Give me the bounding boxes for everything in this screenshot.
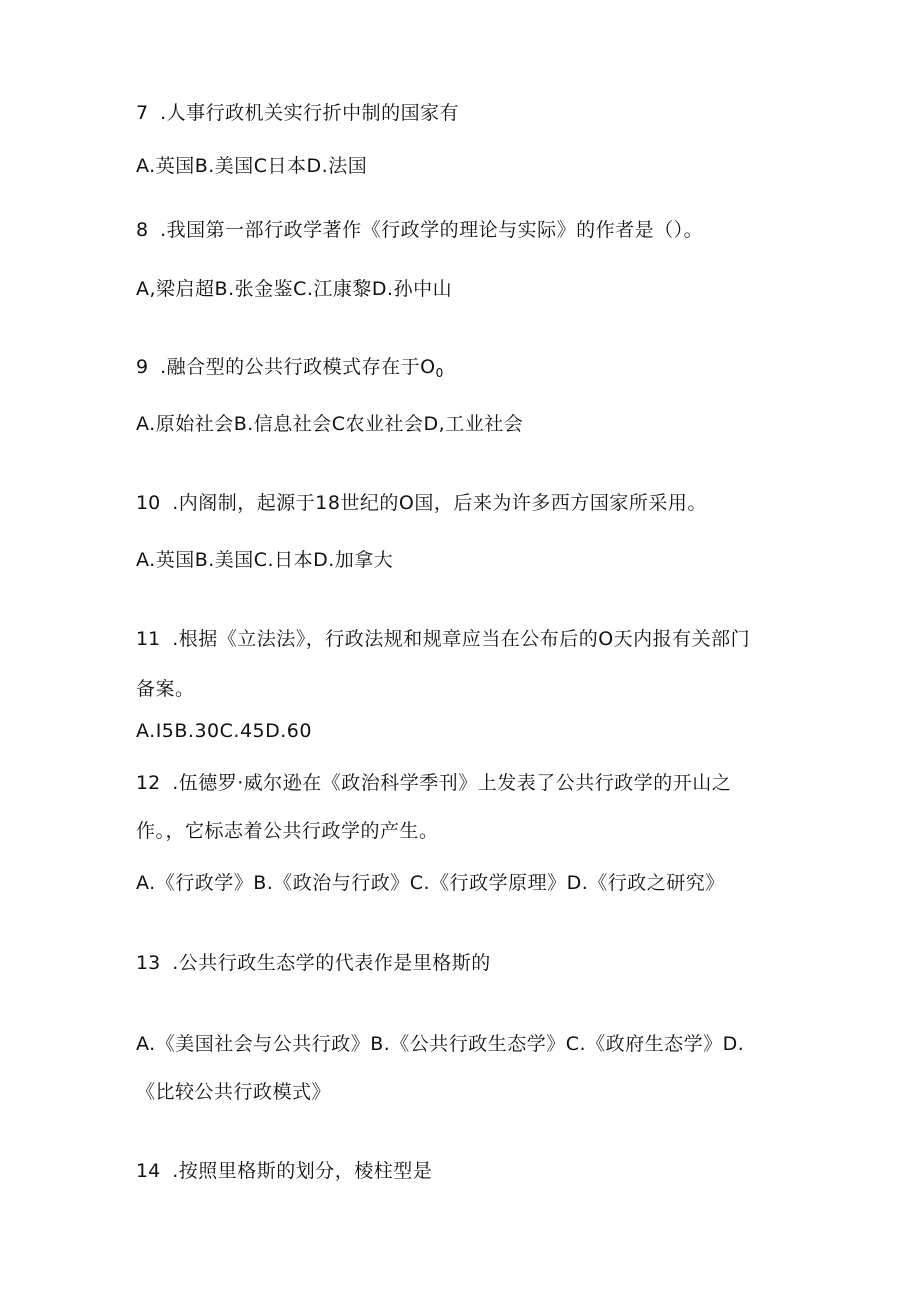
question-13-stem [136, 951, 491, 975]
question-11-options: A.I5B.30C.45D.60 [136, 720, 312, 742]
question-13-options-continuation: 《比较公共行政模式》 [136, 1081, 332, 1103]
question-8-stem [136, 218, 703, 242]
question-text: .内阁制，起源于18世纪的O国，后来为许多西方国家所采用。 [172, 492, 707, 514]
question-number: 7 [136, 102, 149, 124]
question-14-stem [136, 1159, 432, 1183]
question-7-options: A.英国B.美国C日本D.法国 [136, 155, 368, 177]
question-text: .公共行政生态学的代表作是里格斯的 [172, 952, 491, 974]
question-text: .人事行政机关实行折中制的国家有 [160, 102, 460, 124]
question-number: 13 [136, 952, 161, 974]
question-11-stem-continuation: 备案。 [136, 678, 195, 700]
question-text: .伍德罗·威尔逊在《政治科学季刊》上发表了公共行政学的开山之 [172, 772, 732, 794]
question-number: 11 [136, 628, 161, 650]
question-subscript: 0 [435, 366, 444, 380]
question-10-stem [136, 491, 707, 515]
question-7-stem [136, 101, 459, 125]
question-12-options: A.《行政学》B.《政治与行政》C.《行政学原理》D.《行政之研究》 [136, 872, 725, 894]
question-9-options: A.原始社会B.信息社会C农业社会D,工业社会 [136, 413, 524, 435]
question-text: .按照里格斯的划分，棱柱型是 [172, 1160, 433, 1182]
question-13-options: A.《美国社会与公共行政》B.《公共行政生态学》C.《政府生态学》D. [136, 1033, 745, 1055]
question-12-stem [136, 771, 731, 795]
question-number: 10 [136, 492, 161, 514]
question-9-stem [136, 355, 444, 385]
question-text: .融合型的公共行政模式存在于O [160, 356, 436, 378]
question-12-stem-continuation: 作。，它标志着公共行政学的产生。 [136, 820, 439, 842]
question-number: 14 [136, 1160, 161, 1182]
question-text: .根据《立法法》，行政法规和规章应当在公布后的O天内报有关部门 [172, 628, 751, 650]
question-number: 12 [136, 772, 161, 794]
question-10-options: A.英国B.美国C.日本D.加拿大 [136, 549, 394, 571]
question-number: 9 [136, 356, 149, 378]
question-11-stem [136, 627, 750, 651]
question-text: .我国第一部行政学著作《行政学的理论与实际》的作者是（）。 [160, 219, 704, 241]
question-8-options: A,梁启超B.张金鉴C.江康黎D.孙中山 [136, 278, 453, 300]
question-number: 8 [136, 219, 149, 241]
